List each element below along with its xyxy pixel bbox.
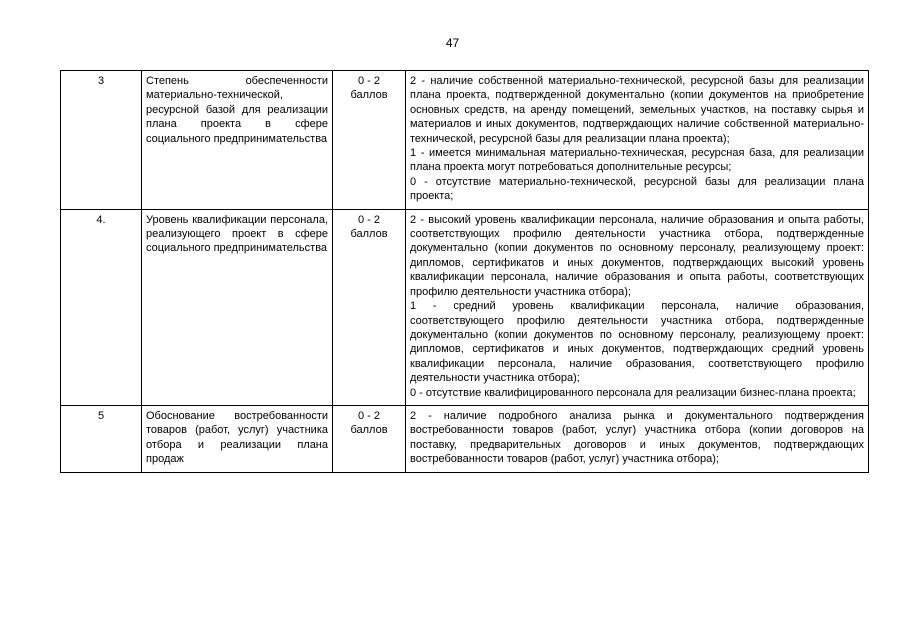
page-number: 47 <box>445 36 460 50</box>
criterion-name: Обоснование востребованности товаров (работ, услуг) участника отбора и реализации плана продаж <box>142 405 333 472</box>
description-line: 0 - отсутствие квалифицированного персонала для реализации бизнес-плана проекта; <box>410 386 856 399</box>
table-row <box>61 71 869 210</box>
description-line: 2 - высокий уровень квалификации персонала, наличие образования и опыта работы, соответствующих профилю деятельности участника отбора, подтвержденные документально (копии документов по основному персоналу, реализующему проект: дипломов, сертификатов и иных документов, подтверждающих высокий уровень квалификации персонала, наличие образования и опыта работы, соответствующих профилю деятельности участника отбора); <box>410 213 864 298</box>
criterion-number: 4. <box>61 209 142 405</box>
score-range: 0 - 2 <box>357 213 380 226</box>
score-range: 0 - 2 <box>357 75 380 87</box>
criterion-name: Уровень квалификации персонала, реализующего проект в сфере социального предпринимательства <box>142 209 333 405</box>
criterion-number: 5 <box>61 405 142 472</box>
criterion-name: Степень обеспеченности материально-технической, ресурсной базой для реализации плана проекта в сфере социального предпринимательства <box>142 71 333 210</box>
description-line: 1 - имеется минимальная материально-техническая, ресурсная база, для реализации плана проекта могут потребоваться дополнительные ресурсы; <box>410 147 864 174</box>
criterion-description <box>406 405 869 472</box>
description-line: 1 - средний уровень квалификации персонала, наличие образования, соответствующего профилю деятельности участника отбора, подтвержденные документально (копии документов по основному персоналу, реализующему проект: дипломов, сертификатов и иных документов, подтверждающих средний уровень квалификации персонала, наличие образования, соответствующего профилю деятельности участника отбора); <box>410 300 864 385</box>
table-row <box>61 209 869 405</box>
description-line: 0 - отсутствие материально-технической, ресурсной базы для реализации плана проекта; <box>410 175 864 203</box>
score-unit: баллов <box>350 89 388 102</box>
criterion-description <box>406 209 869 405</box>
score-unit: баллов <box>350 424 388 437</box>
score-range: 0 - 2 <box>357 409 380 422</box>
criterion-number: 3 <box>61 71 142 210</box>
table-row <box>61 405 869 472</box>
criterion-score <box>333 209 406 405</box>
criterion-description <box>406 71 869 210</box>
description-line: 2 - наличие подробного анализа рынка и документального подтверждения востребованности товаров (работ, услуг) участника отбора (копии договоров на поставку, предварительных договоров и иных документов, подтверждающих востребованности товаров (работ, услуг) участника отбора); <box>410 409 864 466</box>
score-unit: баллов <box>350 228 388 241</box>
criterion-score <box>333 405 406 472</box>
criteria-table <box>60 70 869 473</box>
criterion-score <box>333 71 406 210</box>
description-line: 2 - наличие собственной материально-технической, ресурсной базы для реализации плана проекта, подтвержденной документально (копии документов на приобретение основных средств, на аренду помещений, земельных участков, на поставку сырья и материалов и иных документов, подтверждающих наличие собственной материально-технической, ресурсной базы для реализации плана проекта); <box>410 75 864 145</box>
